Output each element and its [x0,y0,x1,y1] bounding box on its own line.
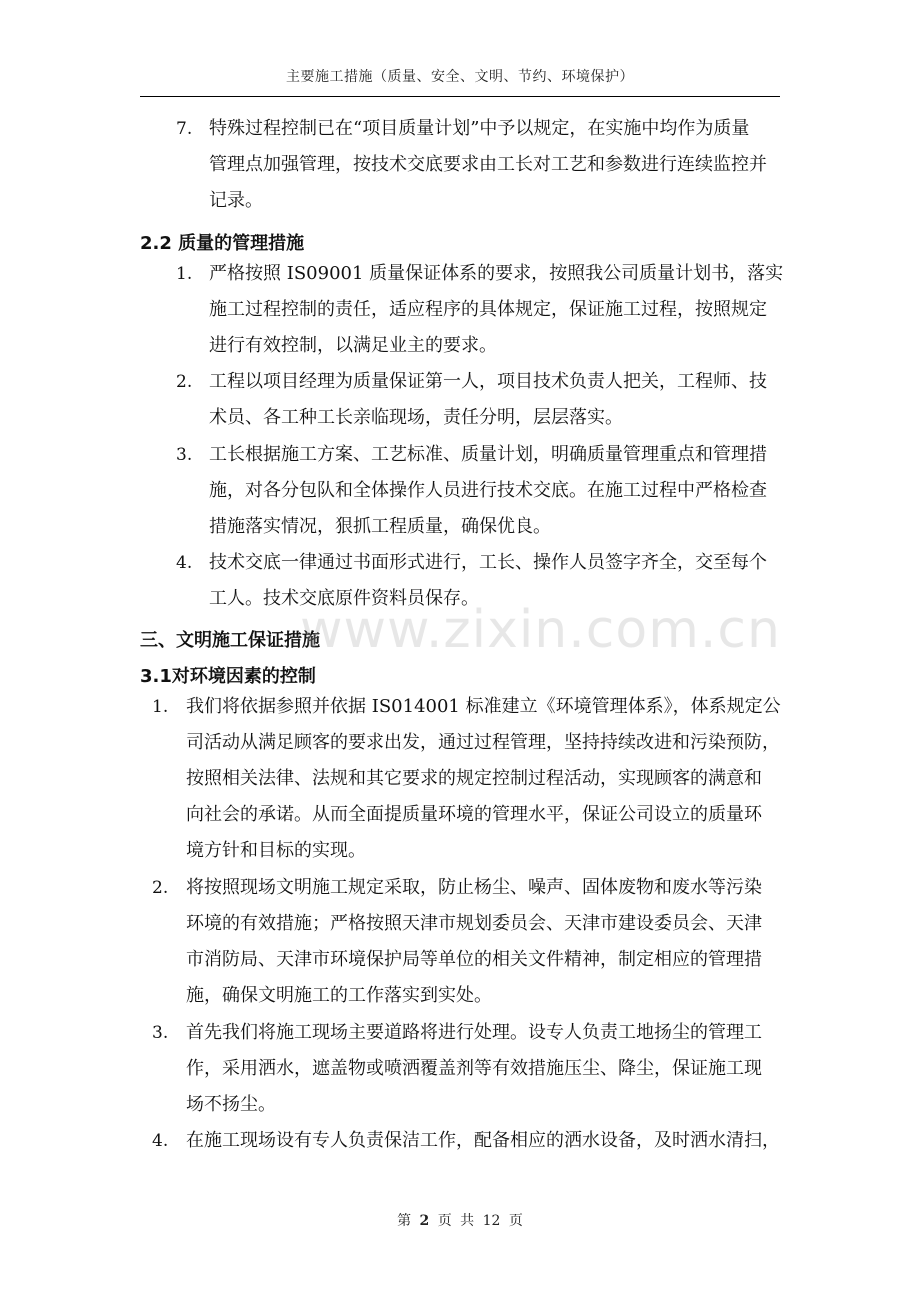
list-item-line: 措施落实情况，狠抓工程质量，确保优良。 [209,516,551,537]
list-item-number: 1. [176,264,193,284]
list-item-s2-2-1 [176,256,796,364]
section-heading-3: 三、文明施工保证措施 [140,630,320,651]
list-item-line: 按照相关法律、法规和其它要求的规定控制过程活动，实现顾客的满意和 [186,768,762,789]
footer-total-pages: 12 [482,1213,501,1229]
list-item-line: 工长根据施工方案、工艺标准、质量计划，明确质量管理重点和管理措 [209,444,767,465]
list-item-line: 场不扬尘。 [186,1094,276,1115]
list-item-line: 特殊过程控制已在“项目质量计划”中予以规定，在实施中均作为质量 [209,118,750,139]
list-item-line: 作，采用洒水，遮盖物或喷洒覆盖剂等有效措施压尘、降尘，保证施工现 [186,1058,762,1079]
list-item-line: 施，对各分包队和全体操作人员进行技术交底。在施工过程中严格检查 [209,480,767,501]
list-item-s3-1-2 [152,870,792,1014]
section-heading-3-1: 3.1对环境因素的控制 [140,666,316,687]
list-item-number: 2. [176,372,193,392]
list-item-number: 1. [152,697,169,717]
list-item-line: 将按照现场文明施工规定采取，防止杨尘、噪声、固体废物和废水等污染 [186,877,762,898]
list-item-number: 3. [176,445,193,465]
list-item-number: 4. [152,1131,169,1151]
list-item-line: 进行有效控制，以满足业主的要求。 [209,335,497,356]
page-header: 主要施工措施（质量、安全、文明、节约、环境保护） [286,69,634,85]
list-item-line: 工人。技术交底原件资料员保存。 [209,588,479,609]
footer-middle: 页 共 [437,1213,475,1229]
list-item-line: 技术交底一律通过书面形式进行，工长、操作人员签字齐全，交至每个 [209,552,767,573]
list-item-s1-7 [176,111,796,219]
header-rule [140,96,780,97]
list-item-number: 2. [152,878,169,898]
list-item-line: 向社会的承诺。从而全面提质量环境的管理水平，保证公司设立的质量环 [186,804,762,825]
list-item-line: 施，确保文明施工的工作落实到实处。 [186,985,492,1006]
list-item-s3-1-1 [152,689,792,869]
list-item-line: 司活动从满足顾客的要求出发，通过过程管理，坚持持续改进和污染预防， [186,732,780,753]
list-item-line: 工程以项目经理为质量保证第一人，项目技术负责人把关，工程师、技 [209,371,767,392]
list-item-line: 境方针和目标的实现。 [186,840,366,861]
list-item-s3-1-3 [152,1015,792,1123]
list-item-s2-2-2 [176,364,796,436]
list-item-line: 环境的有效措施；严格按照天津市规划委员会、天津市建设委员会、天津 [186,913,762,934]
list-item-line: 施工过程控制的责任，适应程序的具体规定，保证施工过程，按照规定 [209,299,767,320]
footer-prefix: 第 [397,1213,412,1229]
footer-suffix: 页 [508,1213,523,1229]
list-item-line: 严格按照 IS09001 质量保证体系的要求，按照我公司质量计划书，落实 [209,263,784,284]
list-item-line: 记录。 [209,190,263,211]
list-item-line: 在施工现场设有专人负责保洁工作，配备相应的洒水设备，及时洒水清扫， [186,1130,780,1151]
list-item-number: 4. [176,553,193,573]
list-item-line: 术员、各工种工长亲临现场，责任分明，层层落实。 [209,407,623,428]
list-item-s2-2-3 [176,437,796,545]
footer-current-page: 2 [419,1213,430,1229]
watermark: www.zixin.com.cn [300,600,781,660]
page-footer [0,1210,920,1230]
section-heading-2-2: 2.2 质量的管理措施 [140,233,305,254]
list-item-line: 管理点加强管理，按技术交底要求由工长对工艺和参数进行连续监控并 [209,154,767,175]
list-item-line: 首先我们将施工现场主要道路将进行处理。设专人负责工地扬尘的管理工 [186,1022,762,1043]
list-item-number: 3. [152,1023,169,1043]
list-item-s3-1-4 [152,1123,792,1159]
list-item-number: 7. [176,119,193,139]
list-item-line: 我们将依据参照并依据 IS014001 标准建立《环境管理体系》，体系规定公 [186,696,781,717]
list-item-line: 市消防局、天津市环境保护局等单位的相关文件精神，制定相应的管理措 [186,949,762,970]
